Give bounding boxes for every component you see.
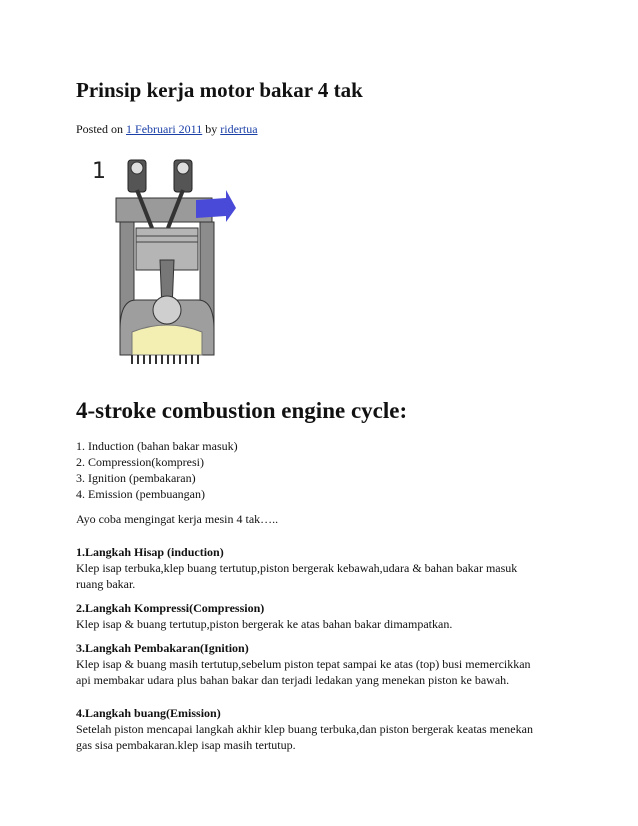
crankshaft (153, 296, 181, 324)
step-ignition (76, 640, 576, 688)
post-date-link[interactable]: 1 Februari 2011 (126, 122, 203, 136)
step-line: Klep isap & buang tertutup,piston bergerak ke atas bahan bakar dimampatkan. (76, 617, 453, 631)
intake-arrow-icon (196, 190, 236, 222)
step-compression (76, 600, 576, 632)
step-emission (76, 705, 576, 753)
step-line: Klep isap & buang masih tertutup,sebelum piston tepat sampai ke atas (top) busi memercikkan (76, 657, 531, 671)
frame-label: 1 (92, 159, 106, 184)
author-link[interactable]: ridertua (220, 122, 258, 136)
by-label: by (205, 122, 218, 136)
list-item: 1. Induction (bahan bakar masuk) (76, 439, 238, 453)
list-item: 4. Emission (pembuangan) (76, 487, 205, 501)
list-item: 3. Ignition (pembakaran) (76, 471, 196, 485)
posted-on-label: Posted on (76, 122, 124, 136)
cooling-fins (132, 355, 198, 364)
intro-paragraph: Ayo coba mengingat kerja mesin 4 tak….. (76, 512, 279, 526)
step-title: 4.Langkah buang(Emission) (76, 706, 221, 720)
step-line: ruang bakar. (76, 577, 136, 591)
cycle-list (76, 438, 238, 502)
step-line: api membakar udara plus bahan bakar dan terjadi ledakan yang menekan piston ke bawah. (76, 673, 510, 687)
cycle-heading: 4-stroke combustion engine cycle: (76, 398, 408, 423)
engine-diagram-image (76, 150, 276, 380)
step-line: Setelah piston mencapai langkah akhir klep buang terbuka,dan piston bergerak keatas menekan (76, 722, 533, 736)
post-title: Prinsip kerja motor bakar 4 tak (76, 78, 363, 102)
step-line: gas sisa pembakaran.klep isap masih tertutup. (76, 738, 296, 752)
combustion-chamber (132, 325, 202, 355)
step-title: 1.Langkah Hisap (induction) (76, 545, 224, 559)
step-line: Klep isap terbuka,klep buang tertutup,piston bergerak kebawah,udara & bahan bakar masuk (76, 561, 518, 575)
step-induction (76, 544, 576, 592)
post-meta (76, 122, 258, 137)
step-title: 3.Langkah Pembakaran(Ignition) (76, 641, 249, 655)
list-item: 2. Compression(kompresi) (76, 455, 204, 469)
engine-illustration (76, 150, 276, 380)
step-title: 2.Langkah Kompressi(Compression) (76, 601, 265, 615)
